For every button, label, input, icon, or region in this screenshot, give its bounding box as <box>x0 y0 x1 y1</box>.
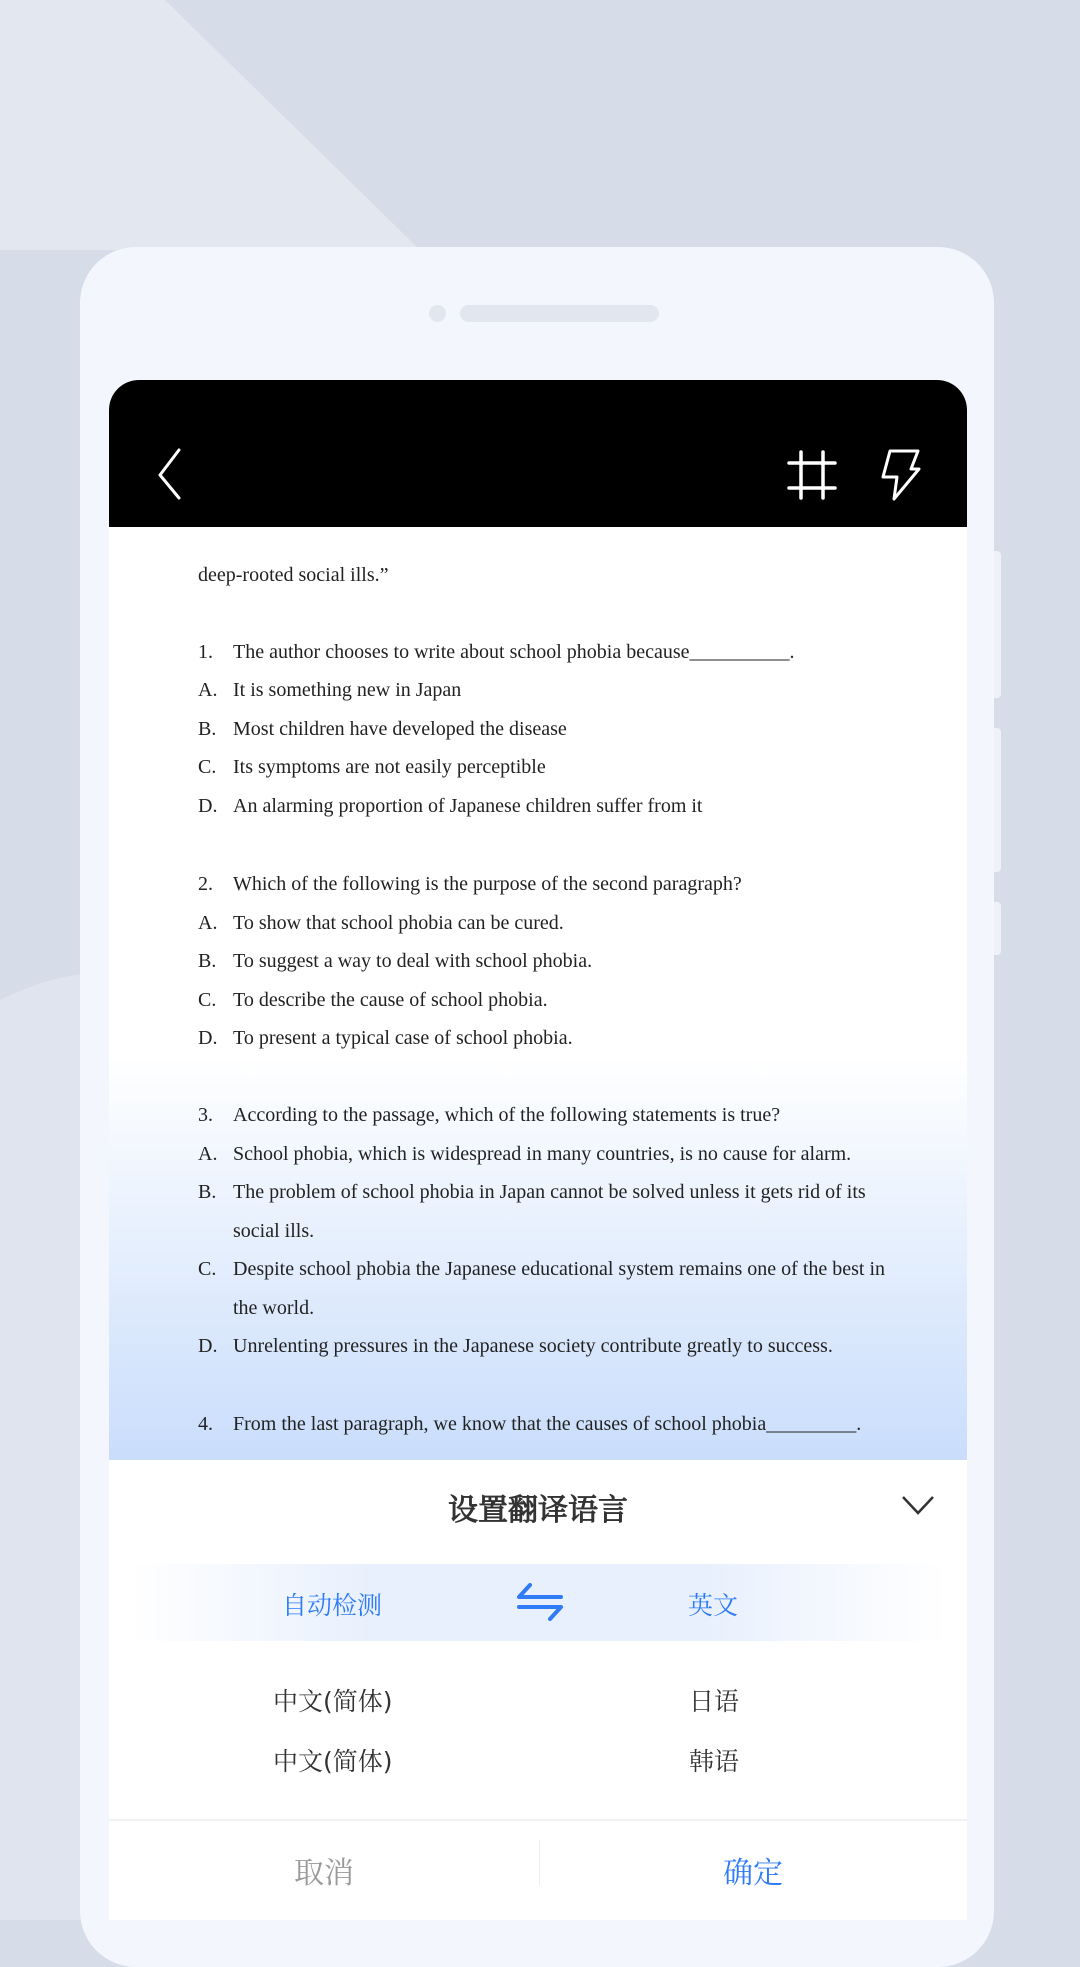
chevron-down-icon[interactable] <box>901 1494 935 1516</box>
item-text: social ills. <box>233 1220 315 1242</box>
item-number: C. <box>198 756 217 778</box>
item-number: A. <box>198 912 218 934</box>
scanned-document <box>109 527 967 1460</box>
item-number: 1. <box>198 641 213 663</box>
item-number: D. <box>198 1027 218 1049</box>
language-selector-row <box>129 1564 947 1641</box>
item-number: B. <box>198 718 217 740</box>
item-number: A. <box>198 1143 218 1165</box>
target-language[interactable]: 英文 <box>688 1591 739 1620</box>
item-text: Most children have developed the disease <box>233 718 567 740</box>
power-button <box>994 902 1001 955</box>
item-number: D. <box>198 795 218 817</box>
item-text: deep-rooted social ills.” <box>198 564 389 586</box>
item-text: the world. <box>233 1297 315 1319</box>
camera-dot <box>429 305 446 322</box>
item-text: Unrelenting pressures in the Japanese society contribute greatly to success. <box>233 1335 833 1357</box>
divider <box>109 1819 967 1821</box>
speaker-grille <box>460 305 659 322</box>
item-text: According to the passage, which of the following statements is true? <box>233 1104 781 1126</box>
option-left[interactable]: 中文(简体) <box>273 1747 393 1776</box>
confirm-button[interactable]: 确定 <box>723 1856 783 1891</box>
item-text: It is something new in Japan <box>233 679 462 701</box>
sheet-title: 设置翻译语言 <box>448 1493 628 1528</box>
item-text: Despite school phobia the Japanese educational system remains one of the best in <box>233 1258 886 1280</box>
volume-up-button <box>994 551 1001 698</box>
item-number: 3. <box>198 1104 213 1126</box>
item-text: Which of the following is the purpose of the second paragraph? <box>233 873 742 895</box>
item-number: B. <box>198 1181 217 1203</box>
item-text: From the last paragraph, we know that the causes of school phobia_________. <box>233 1413 862 1435</box>
item-text: School phobia, which is widespread in many countries, is no cause for alarm. <box>233 1143 852 1165</box>
flash-icon[interactable] <box>877 448 923 502</box>
item-text: The problem of school phobia in Japan cannot be solved unless it gets rid of its <box>233 1181 866 1203</box>
option-left[interactable]: 中文(简体) <box>273 1687 393 1716</box>
option-right[interactable]: 韩语 <box>689 1747 740 1776</box>
app-screen <box>109 380 967 1920</box>
swap-languages-icon[interactable] <box>516 1582 564 1622</box>
item-text: To present a typical case of school phobia. <box>233 1027 573 1049</box>
item-text: To describe the cause of school phobia. <box>233 989 548 1011</box>
source-language[interactable]: 自动检测 <box>282 1591 383 1620</box>
item-number: C. <box>198 1258 217 1280</box>
item-text: An alarming proportion of Japanese children suffer from it <box>233 795 703 817</box>
crop-grid-icon[interactable] <box>787 450 837 500</box>
item-number: A. <box>198 679 218 701</box>
item-text: The author chooses to write about school phobia because__________. <box>233 641 795 663</box>
item-number: C. <box>198 989 217 1011</box>
item-text: Its symptoms are not easily perceptible <box>233 756 546 778</box>
item-number: D. <box>198 1335 218 1357</box>
cancel-button[interactable]: 取消 <box>294 1856 354 1891</box>
back-icon[interactable] <box>154 448 184 500</box>
top-bar <box>109 380 967 527</box>
option-right[interactable]: 日语 <box>689 1687 740 1716</box>
item-text: To show that school phobia can be cured. <box>233 912 564 934</box>
volume-down-button <box>994 728 1001 872</box>
item-number: 4. <box>198 1413 213 1435</box>
item-number: 2. <box>198 873 213 895</box>
item-number: B. <box>198 950 217 972</box>
button-divider <box>539 1840 540 1886</box>
translation-language-sheet <box>109 1460 967 1920</box>
item-text: To suggest a way to deal with school phobia. <box>233 950 593 972</box>
